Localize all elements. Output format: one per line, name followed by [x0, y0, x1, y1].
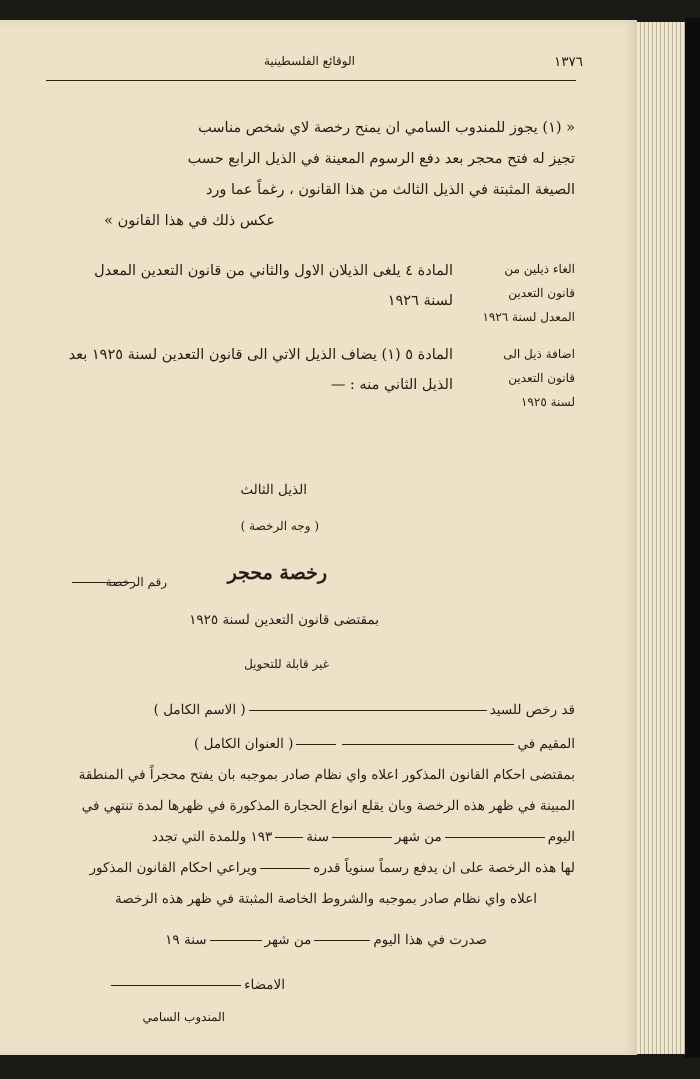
form-line-issued — [165, 932, 487, 948]
observe-text: ويراعي احكام القانون المذكور — [89, 860, 258, 876]
issued-month-label: من شهر — [264, 932, 312, 948]
side-note-line: قانون التعدين — [508, 286, 575, 300]
form-body-line: المبينة في ظهر هذه الرخصة وبان يقلع انواع الحجارة المذكورة في ظهرها لمدة تنتهي في — [81, 798, 575, 814]
form-line-address — [194, 736, 575, 752]
signature-label: الامضاء — [244, 977, 285, 993]
fill-line — [260, 868, 310, 869]
article-4-text: المادة ٤ يلغى الذيلان الاول والثاني من قانون التعدين المعدل — [94, 263, 453, 279]
side-note-line: لسنة ١٩٢٥ — [520, 395, 575, 409]
schedule-subtitle: ( وجه الرخصة ) — [240, 519, 319, 533]
fill-line — [210, 940, 262, 941]
fill-line — [342, 744, 514, 745]
quote-line: الصيغة المثبتة في الذيل الثالث من هذا القانون ، رغماً عما ورد — [205, 182, 575, 198]
non-transferable-line: غير قابلة للتحويل — [244, 657, 329, 671]
side-note-line: اضافة ذيل الى — [503, 347, 575, 361]
fill-line — [111, 985, 241, 986]
fill-line — [249, 710, 487, 711]
fill-line — [314, 940, 370, 941]
schedule-title: الذيل الثالث — [240, 482, 307, 498]
side-note-line: المعدل لسنة ١٩٢٦ — [482, 310, 575, 324]
running-title: الوقائع الفلسطينية — [263, 54, 355, 68]
full-address-hint: ( العنوان الكامل ) — [194, 736, 294, 752]
full-name-hint: ( الاسم الكامل ) — [153, 702, 246, 718]
side-note-line: قانون التعدين — [508, 371, 575, 385]
under-law-line: بمقتضى قانون التعدين لسنة ١٩٢٥ — [189, 612, 379, 628]
form-line-fee — [89, 860, 575, 876]
book-page-edges — [637, 22, 685, 1054]
form-line-date — [152, 829, 575, 845]
year-label: سنة — [306, 829, 329, 845]
issued-year-prefix: ١٩ — [165, 932, 180, 948]
month-label: من شهر — [394, 829, 442, 845]
license-number-label: رقم الرخصة — [105, 575, 167, 589]
form-body-line: بمقتضى احكام القانون المذكور اعلاه واي نظام صادر بموجبه بان يفتح محجراً في المنطقة — [78, 767, 575, 783]
article-4-text: لسنة ١٩٢٦ — [387, 293, 453, 309]
fill-line — [445, 837, 545, 838]
year-prefix: ١٩٣ — [250, 829, 273, 845]
article-5-text: المادة ٥ (١) يضاف الذيل الاتي الى قانون التعدين لسنة ١٩٢٥ بعد — [68, 347, 453, 363]
residing-in-label: المقيم في — [517, 736, 575, 752]
side-note-line: الغاء ذيلين من — [504, 262, 575, 276]
issued-year-label: سنة — [183, 932, 207, 948]
renewal-text: وللمدة التي تجدد — [151, 829, 247, 845]
signature-line — [108, 977, 285, 993]
granted-to-label: قد رخص للسيد — [489, 702, 575, 718]
issued-on-label: صدرت في هذا اليوم — [373, 932, 487, 948]
document-page — [0, 20, 637, 1055]
license-number-line — [72, 582, 134, 583]
book-spine-shadow — [685, 18, 700, 1058]
form-line-name — [154, 702, 575, 718]
form-body-line: اعلاه واي نظام صادر بموجبه والشروط الخاصة المثبتة في ظهر هذه الرخصة — [115, 891, 537, 907]
quote-line: « (١) يجوز للمندوب السامي ان يمنح رخصة لاي شخص مناسب — [198, 120, 575, 136]
page-number: ١٣٧٦ — [553, 54, 583, 70]
quote-line: تجيز له فتح محجر بعد دفع الرسوم المعينة في الذيل الرابع حسب — [187, 151, 575, 167]
article-5-text: الذيل الثاني منه : — — [330, 377, 453, 393]
fill-line — [332, 837, 392, 838]
fill-line — [296, 744, 336, 745]
signatory-label: المندوب السامي — [142, 1010, 225, 1024]
license-title: رخصة محجر — [227, 562, 327, 584]
header-rule — [46, 80, 576, 81]
quote-line: عكس ذلك في هذا القانون » — [104, 213, 275, 229]
day-label: اليوم — [547, 829, 575, 845]
fee-text: لها هذه الرخصة على ان يدفع رسماً سنوياً قدره — [313, 860, 575, 876]
fill-line — [275, 837, 303, 838]
